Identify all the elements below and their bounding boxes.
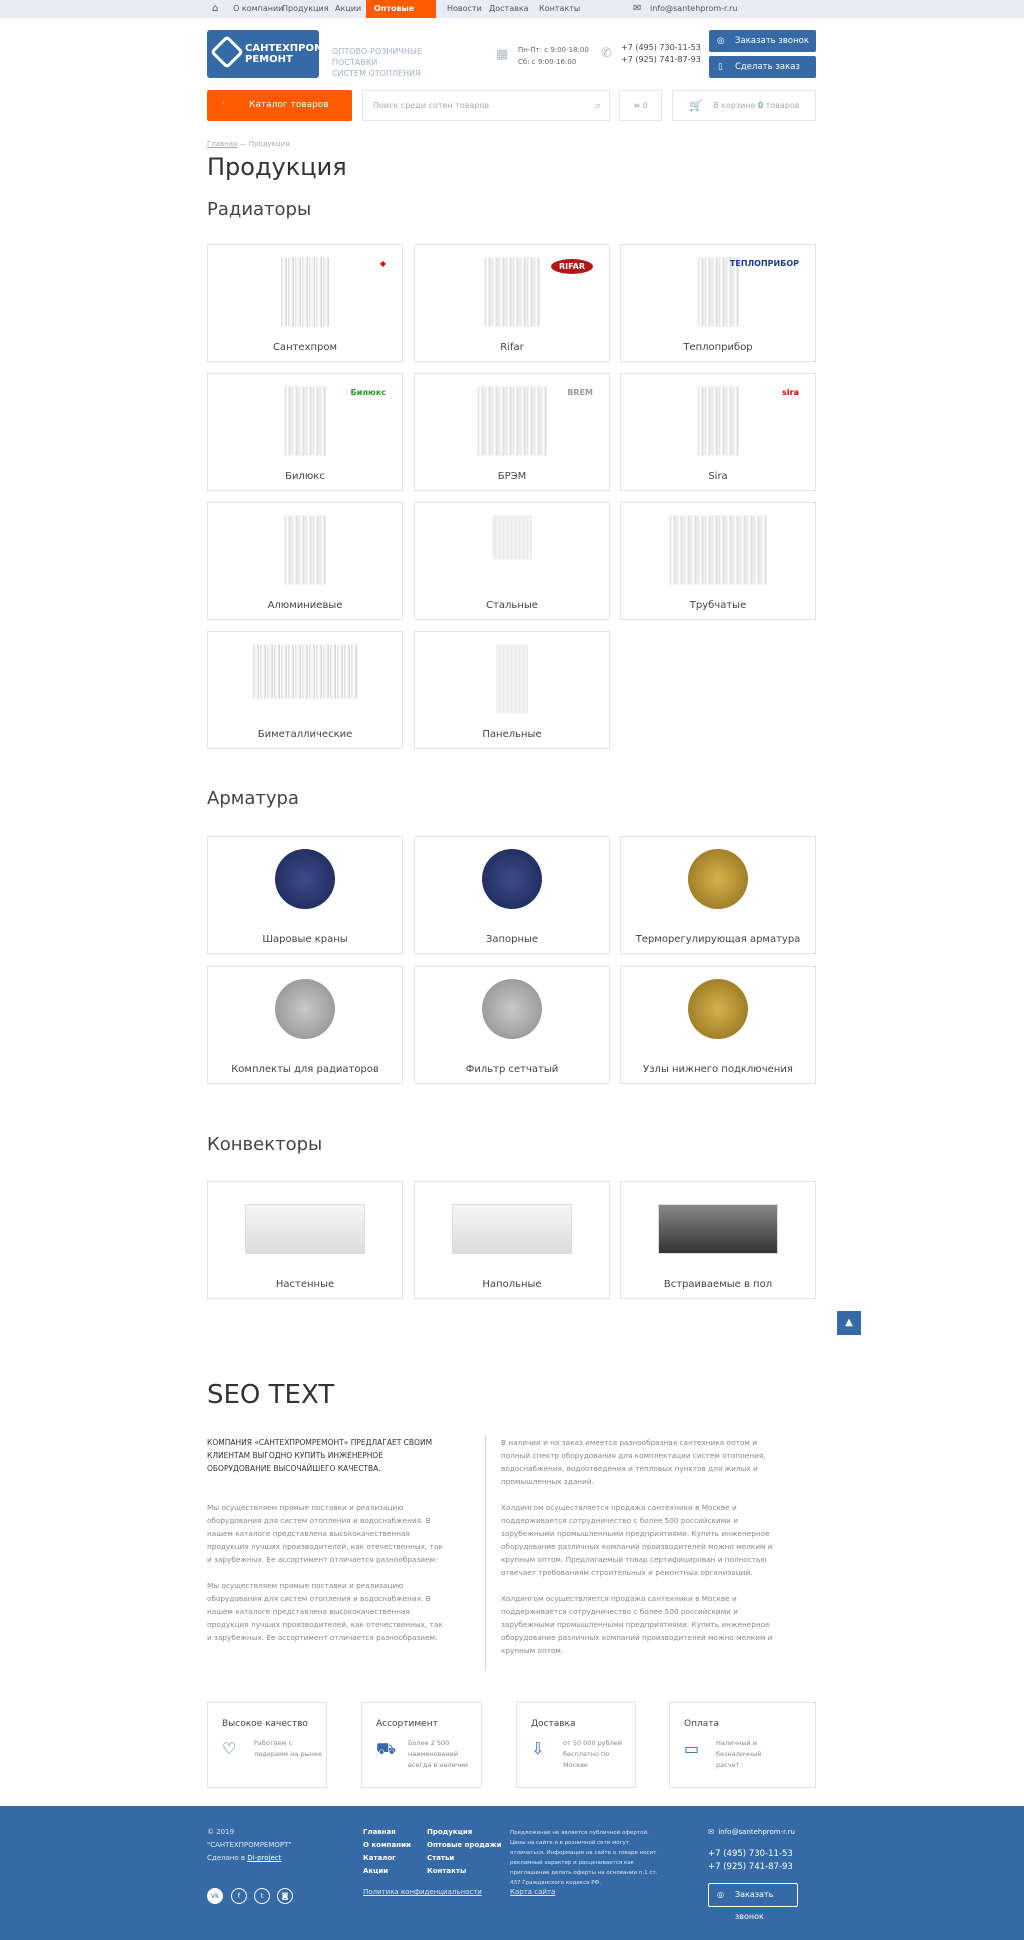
chat-icon: ◎ (717, 1890, 724, 1899)
product-card[interactable] (414, 966, 610, 1084)
footer-link[interactable]: Статьи (427, 1854, 455, 1862)
top-nav (0, 0, 1024, 31)
card-icon: ▭ (684, 1739, 700, 1758)
mail-icon: ✉ (633, 3, 642, 14)
search-input[interactable]: Поиск среди сотен товаров ⌕ (362, 90, 610, 121)
heart-chat-icon: ♡ (222, 1739, 237, 1758)
footer-callback-button[interactable]: ◎ Заказать звонок (708, 1883, 798, 1907)
product-card-label: БРЭМ (497, 471, 527, 482)
home-icon[interactable]: ⌂ (212, 3, 219, 14)
order-button[interactable]: ▯ Сделать заказ (709, 56, 816, 78)
product-image (452, 1194, 572, 1254)
section-title: Арматура (207, 788, 299, 809)
product-image (285, 386, 326, 456)
catalog-button[interactable]: ⫶ Каталог товаров (207, 90, 352, 121)
product-card-label: Панельные (482, 729, 542, 740)
footer-email[interactable]: info@santehprom-r.ru (718, 1828, 795, 1836)
product-image (281, 257, 329, 327)
sitemap-link[interactable]: Карта сайта (510, 1888, 556, 1896)
product-card-label: Фильтр сетчатый (465, 1064, 559, 1075)
mail-icon: ✉ (708, 1828, 714, 1836)
product-card[interactable] (620, 502, 816, 620)
footer-link[interactable]: Каталог (363, 1854, 396, 1862)
page-title: Продукция (207, 153, 347, 181)
product-image (285, 515, 326, 585)
topnav-delivery[interactable]: Доставка (489, 4, 529, 13)
product-image (688, 849, 748, 909)
brand-logo: sira (782, 388, 799, 397)
product-card-label: Шаровые краны (262, 934, 348, 945)
product-card[interactable] (620, 966, 816, 1084)
topnav-about[interactable]: О компании (233, 4, 284, 13)
topnav-promo[interactable]: Акции (335, 4, 362, 13)
product-card[interactable] (414, 1181, 610, 1299)
product-card[interactable] (414, 244, 610, 362)
phone-icon: ✆ (601, 46, 612, 61)
breadcrumb: Главная — Продукция (207, 140, 290, 148)
product-image (497, 644, 528, 714)
product-card-label: Напольные (482, 1279, 542, 1290)
product-card-label: Стальные (486, 600, 538, 611)
feature-payment: Оплата ▭ Наличный и безналичный расчет (669, 1702, 816, 1788)
product-image (658, 1194, 778, 1254)
product-image (275, 849, 335, 909)
product-card[interactable] (414, 836, 610, 954)
product-image (482, 849, 542, 909)
vk-icon[interactable]: vk (207, 1888, 223, 1904)
footer-link[interactable]: Контакты (427, 1867, 467, 1875)
inbox-icon: ⇩ (531, 1739, 545, 1758)
product-card-label: Узлы нижнего подключения (643, 1064, 793, 1075)
topnav-news[interactable]: Новости (447, 4, 482, 13)
product-card-label: Комплекты для радиаторов (231, 1064, 379, 1075)
footer-link[interactable]: Акции (363, 1867, 389, 1875)
product-card[interactable] (414, 631, 610, 749)
brand-logo: ТЕПЛОПРИБОР (729, 259, 799, 268)
topnav-products[interactable]: Продукция (282, 4, 329, 13)
search-icon: ⌕ (594, 99, 601, 112)
seo-title: SEO TEXT (207, 1380, 335, 1410)
brand-logo: ◆ (379, 259, 386, 268)
product-image (478, 386, 547, 456)
product-card-label: Терморегулирующая арматура (635, 934, 801, 945)
product-card[interactable] (414, 373, 610, 491)
product-card-label: Алюминиевые (267, 600, 343, 611)
product-image (245, 1194, 365, 1254)
product-card-label: Настенные (275, 1279, 335, 1290)
footer-link[interactable]: Оптовые продажи (427, 1841, 502, 1849)
topnav-email[interactable]: info@santehprom-r.ru (650, 4, 738, 13)
twitter-icon[interactable]: t (254, 1888, 270, 1904)
product-card-label: Теплоприбор (683, 342, 753, 353)
product-card[interactable] (207, 1181, 403, 1299)
privacy-link[interactable]: Политика конфиденциальности (363, 1888, 482, 1896)
section-title: Конвекторы (207, 1134, 323, 1155)
topnav-wholesale[interactable]: Оптовые продажи (366, 0, 436, 18)
product-card[interactable] (620, 244, 816, 362)
section-title: Радиаторы (207, 199, 312, 220)
work-hours: Пн-Пт: с 9:00-18:00 Сб: с 9:00-16:00 (518, 46, 589, 66)
sliders-icon: ⫶ (222, 100, 225, 110)
brand-logo: Билюкс (350, 388, 386, 397)
product-card[interactable] (207, 631, 403, 749)
footer-link[interactable]: Главная (363, 1828, 396, 1836)
instagram-icon[interactable]: ◙ (277, 1888, 293, 1904)
brand-logo: BREM (567, 388, 593, 397)
header-phones[interactable]: +7 (495) 730-11-53 +7 (925) 741-87-93 (621, 43, 701, 64)
product-card-label: Трубчатые (689, 600, 747, 611)
product-image (670, 515, 767, 585)
cart-button[interactable]: 🛒 В корзине 0 товаров (672, 90, 816, 121)
feature-assortment: Ассортимент ⛟ Более 2 500 наименований всегда в наличии (361, 1702, 482, 1788)
di-project-link[interactable]: Di-project (247, 1854, 282, 1862)
product-image (688, 979, 748, 1039)
footer-link[interactable]: Продукция (427, 1828, 473, 1836)
logo[interactable]: САНТЕХПРОМ РЕМОНТ (207, 30, 319, 78)
footer-link[interactable]: О компании (363, 1841, 411, 1849)
cart-icon: ⛟ (376, 1739, 397, 1758)
product-image (485, 257, 540, 327)
bag-icon: ▯ (718, 62, 723, 72)
seo-right: В наличии и на заказ имеется разнообразная сантехника оптом и полный спектр оборудования для комплектации систем отопления, водоснабжения, водоотведения и тепловых пунктов для жилых и промышленных зданий. Холдингом осуществляется продажа сантехники в Москве и поддерживается сотрудничество с более 500 российскими и зарубежными промышленными предприятиями. Купить инженерное оборудование различных компаний производителей можно мелким и крупным оптом. Предлагаемый товар сертифицирован и полностью отвечает требованиям строительных и ремонтных организаций. Холдингом осуществляется продажа сантехники в Москве и поддерживается сотрудничество с более 500 российскими и зарубежными промышленными предприятиями. Купить инженерное оборудование различных компаний производителей можно мелким и крупным оптом. (485, 1436, 785, 1670)
feature-delivery: Доставка ⇩ от 50 000 рублей бесплатно по Москве (516, 1702, 636, 1788)
chat-icon: ◎ (717, 36, 725, 46)
product-card-label: Сантехпром (272, 342, 338, 353)
product-card[interactable] (207, 966, 403, 1084)
product-card[interactable] (207, 373, 403, 491)
product-card[interactable] (207, 502, 403, 620)
product-card[interactable] (414, 502, 610, 620)
product-card[interactable] (207, 244, 403, 362)
product-image (275, 979, 335, 1039)
product-image (493, 515, 532, 560)
compare-button[interactable]: ≡ 0 (619, 90, 662, 121)
calendar-icon: ▦ (496, 47, 509, 62)
logo-icon (210, 35, 244, 69)
product-card-label: Билюкс (285, 471, 325, 482)
callback-button[interactable]: ◎ Заказать звонок (709, 30, 816, 52)
brand-logo: RIFAR (551, 259, 593, 274)
footer: © 2019 "САНТЕХПРОМРЕМОРТ" Сделано в Di-project Главная О компании Каталог Акции Продукция Оптовые продажи Статьи Контакты Предложение не является публичной офертой. Цены на сайте и в розничной сети могут отличаться. Информация на сайте о товаре носит рекламный характер и расценивается как приглашение делать оферты на основании п.1 ст. 437 Гражданского кодекса РФ. Политика конфиденциальности Карта сайта ✉ info@santehprom-r.ru +7 (495) 730-11-53 +7 (925) 741-87-93 ◎ Заказать звонок (0, 1806, 1024, 1940)
tagline: ОПТОВО-РОЗНИЧНЫЕ ПОСТАВКИ СИСТЕМ ОТОПЛЕНИЯ (332, 47, 423, 78)
topnav-contacts[interactable]: Контакты (539, 4, 581, 13)
product-card[interactable] (620, 373, 816, 491)
product-image (482, 979, 542, 1039)
product-card[interactable] (620, 836, 816, 954)
facebook-icon[interactable]: f (231, 1888, 247, 1904)
product-card[interactable] (620, 1181, 816, 1299)
seo-left: КОМПАНИЯ «САНТЕХПРОМРЕМОНТ» ПРЕДЛАГАЕТ СВОИМ КЛИЕНТАМ ВЫГОДНО КУПИТЬ ИНЖЕНЕРНОЕ ОБОРУДОВАНИЕ ВЫСОЧАЙШЕГО КАЧЕСТВА. Мы осуществляем прямые поставки и реализацию оборудования для систем отопления и водоснабжения. В нашем каталоге представлена высококачественная продукция лучших производителей, как отечественных, так и зарубежных. Ее ассортимент отличается разнообразием: Мы осуществляем прямые поставки и реализацию оборудования для систем отопления и водоснабжения. В нашем каталоге представлена высококачественная продукция лучших производителей, как отечественных, так и зарубежных. Ее ассортимент отличается разнообразием: (207, 1438, 443, 1642)
breadcrumb-home[interactable]: Главная (207, 140, 238, 148)
product-card-label: Запорные (485, 934, 539, 945)
product-card-label: Rifar (500, 342, 524, 353)
product-image (698, 386, 739, 456)
product-card-label: Sira (708, 471, 728, 482)
product-card-label: Биметаллические (257, 729, 353, 740)
scroll-top-button[interactable]: ▲ (837, 1311, 861, 1335)
product-card-label: Встраиваемые в пол (663, 1279, 773, 1290)
cart-icon: 🛒 (689, 99, 703, 112)
feature-quality: Высокое качество ♡ Работаем с лидерами на рынке (207, 1702, 327, 1788)
product-image (253, 644, 357, 699)
product-card[interactable] (207, 836, 403, 954)
